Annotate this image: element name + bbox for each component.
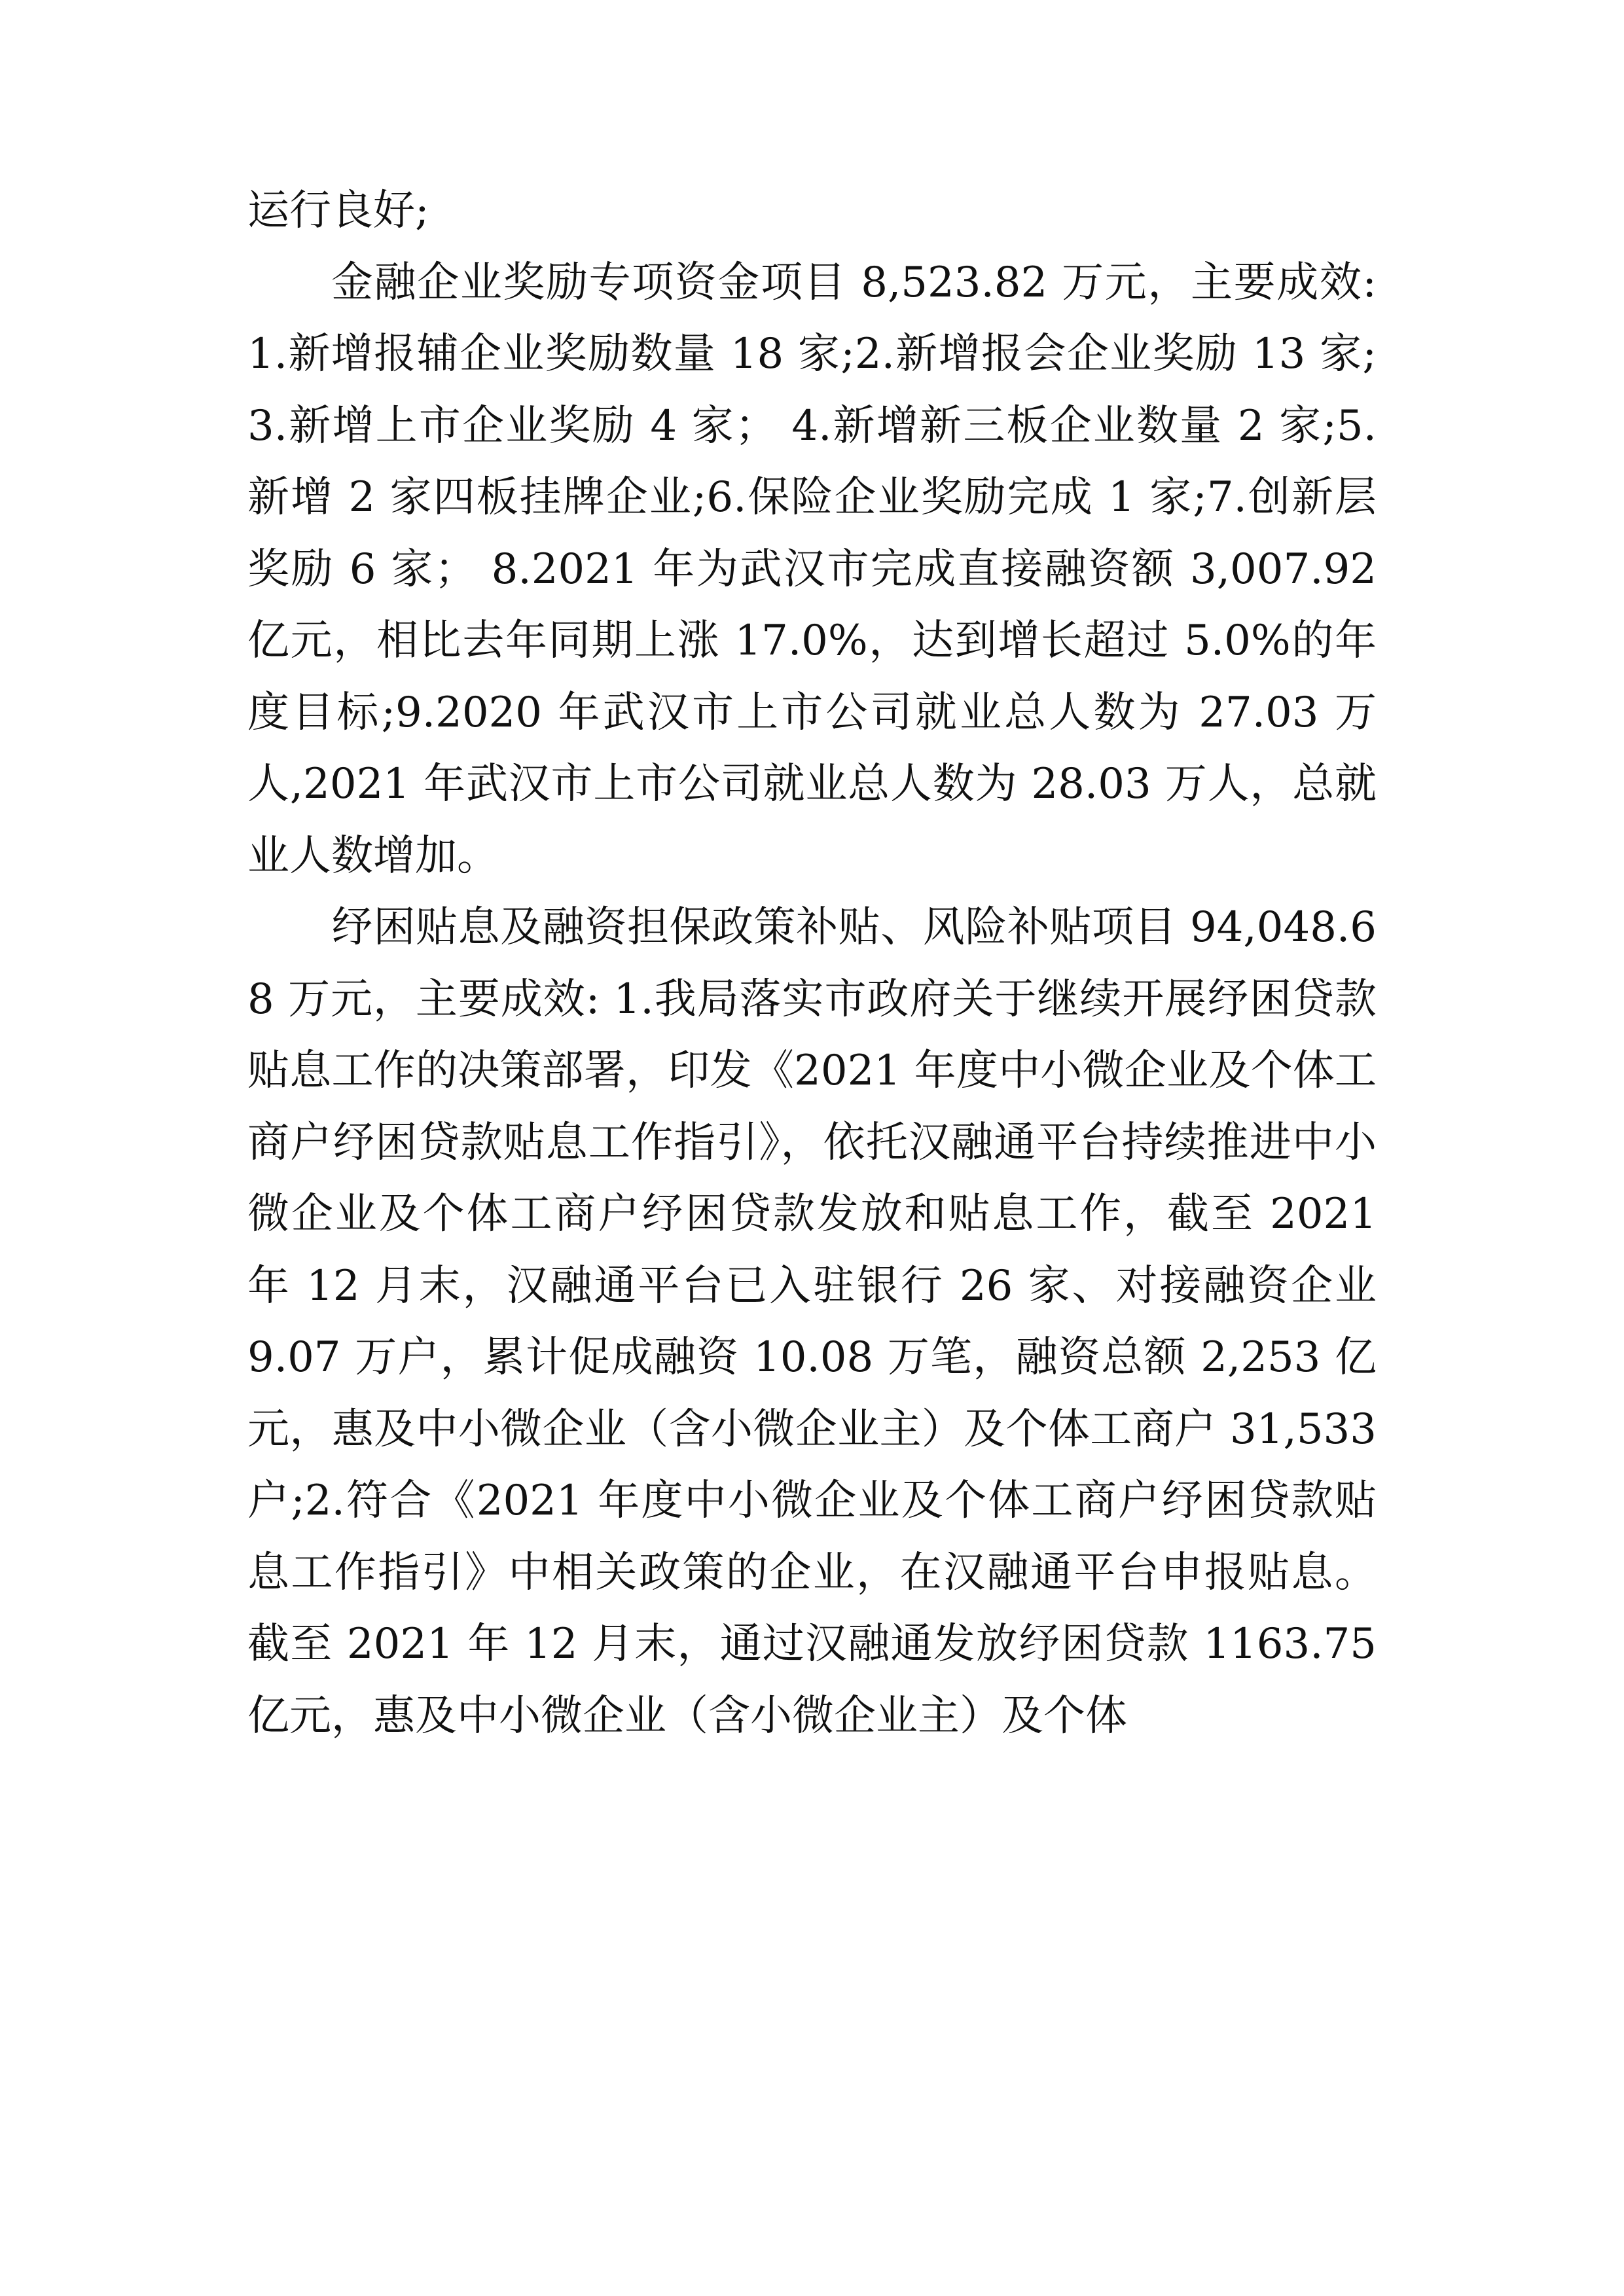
paragraph-financial-enterprise-awards: 金融企业奖励专项资金项目 8,523.82 万元，主要成效: 1.新增报辅企业奖励数量 18 家;2.新增报会企业奖励 13 家; 3.新增上市企业奖励 4 家； 4.新增新三板企业数量 2 家;5.新增 2 家四板挂牌企业;6.保险企业奖励完成 1 家;7.创新层奖励 6 家； 8.2021 年为武汉市完成直接融资额 3,007.92 亿元，相比去年同期上涨 17.0%，达到增长超过 5.0%的年度目标;9.2020 年武汉市上市公司就业总人数为 27.03 万人,2021 年武汉市上市公司就业总人数为 28.03 万人，总就业人数增加。 [247,258,1377,880]
paragraph-relief-loan-subsidy: 纾困贴息及融资担保政策补贴、风险补贴项目 94,048.68 万元，主要成效: 1.我局落实市政府关于继续开展纾困贷款贴息工作的决策部署，印发《2021 年度中小微企业及个体工商户纾困贷款贴息工作指引》，依托汉融通平台持续推进中小微企业及个体工商户纾困贷款发放和贴息工作，截至 2021 年 12 月末，汉融通平台已入驻银行 26 家、对接融资企业 9.07 万户，累计促成融资 10.08 万笔，融资总额 2,253 亿元，惠及中小微企业（含小微企业主）及个体工商户 31,533 户;2.符合《2021 年度中小微企业及个体工商户纾困贷款贴息工作指引》中相关政策的企业，在汉融通平台申报贴息。截至 2021 年 12 月末，通过汉融通发放纾困贷款 1163.75 亿元，惠及中小微企业（含小微企业主）及个体 [247,903,1377,1740]
document-body [247,175,1377,1752]
paragraph-operation-status: 运行良好; [247,187,429,235]
